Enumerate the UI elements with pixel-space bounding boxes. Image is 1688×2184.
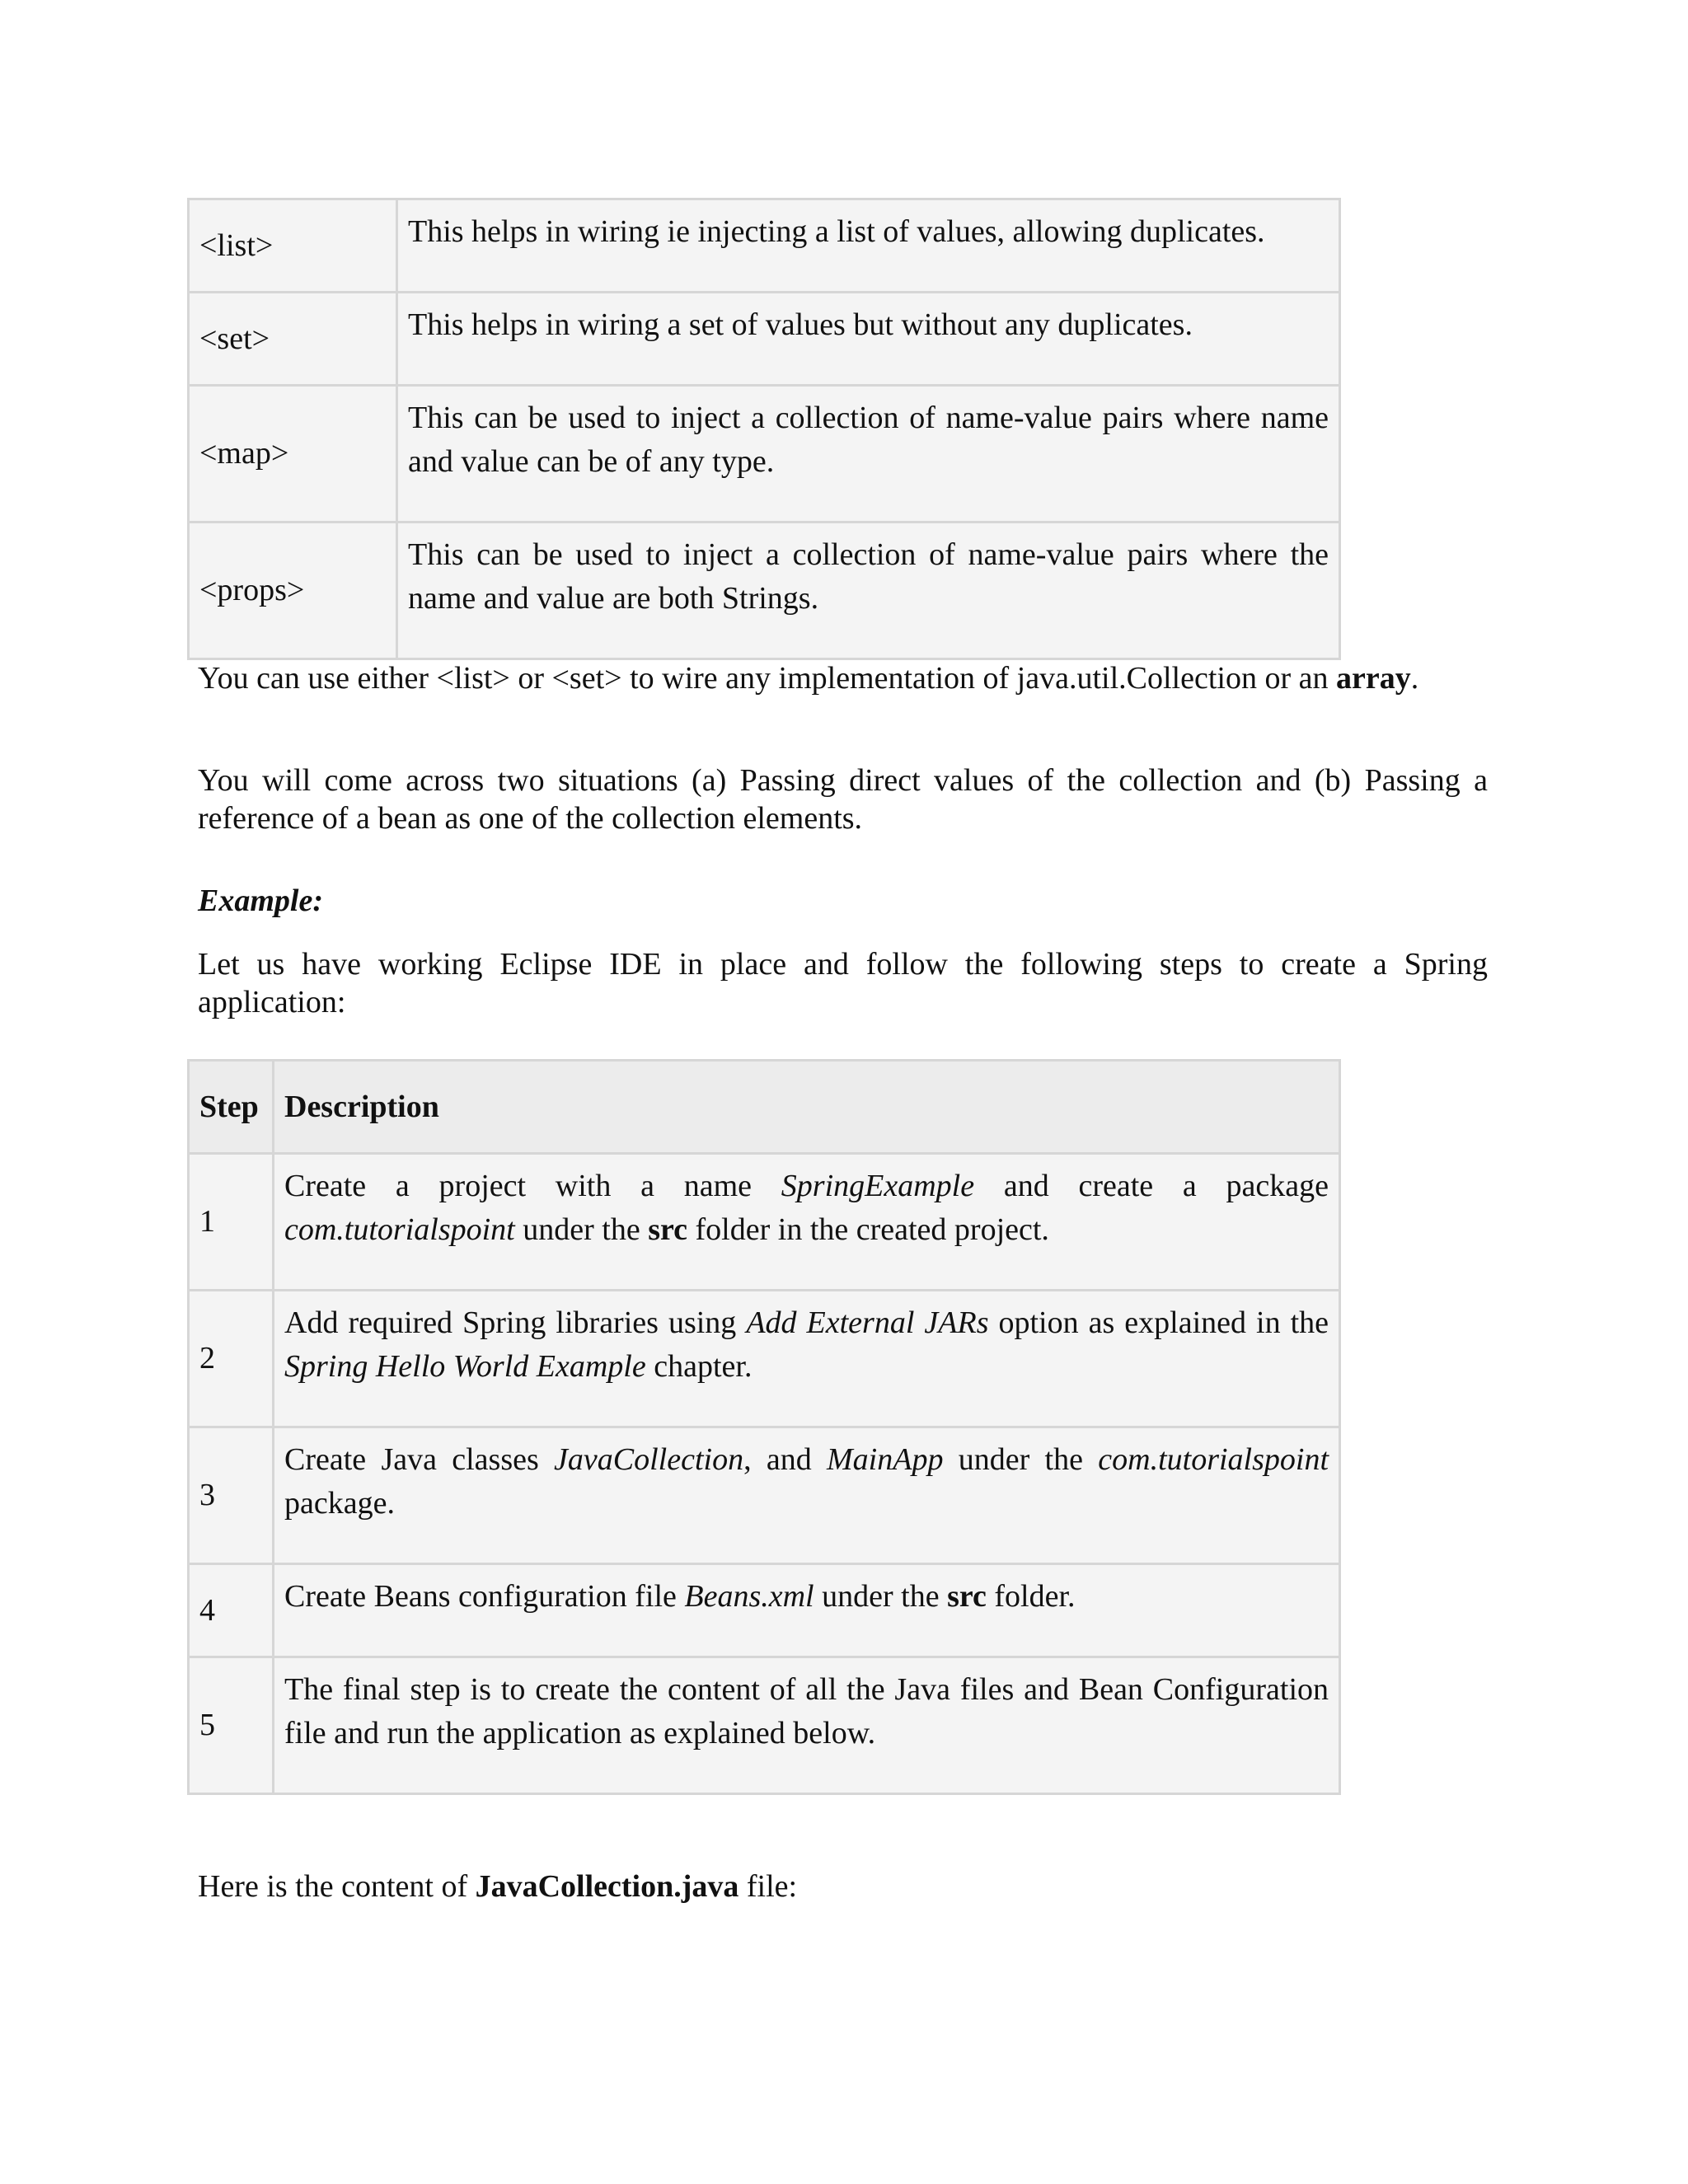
- collection-tags-table: [187, 198, 1341, 660]
- paragraph-use-list-or-set: [198, 659, 1488, 697]
- tag-cell: <props>: [189, 523, 397, 659]
- tag-cell: <map>: [189, 386, 397, 523]
- step-description-fragment: Add required Spring libraries using: [284, 1305, 747, 1340]
- step-description-fragment: and create a package: [974, 1169, 1329, 1203]
- paragraph-text: Here is the content of: [198, 1869, 476, 1904]
- step-number-cell: 3: [189, 1427, 274, 1564]
- step-description-fragment: folder.: [986, 1579, 1076, 1614]
- paragraph-text: You can use either <list> or <set> to wire any implementation of java.util.Collection or an: [198, 661, 1336, 696]
- step-description-fragment: Beans.xml: [684, 1579, 814, 1614]
- step-description-cell: [274, 1657, 1340, 1794]
- steps-table-body: [189, 1154, 1340, 1794]
- step-number-cell: 4: [189, 1564, 274, 1657]
- table-header-row: [189, 1061, 1340, 1154]
- step-description-fragment: com.tutorialspoint: [284, 1212, 515, 1247]
- step-number-cell: 2: [189, 1291, 274, 1427]
- step-description-fragment: SpringExample: [781, 1169, 975, 1203]
- column-header-description: Description: [274, 1061, 1340, 1154]
- paragraph-steps-intro: Let us have working Eclipse IDE in place and follow the following steps to create a Spring application:: [198, 947, 1488, 1019]
- table-row: [189, 293, 1340, 386]
- example-heading: Example:: [198, 883, 323, 918]
- step-description-fragment: chapter.: [645, 1349, 753, 1384]
- step-description-cell: [274, 1291, 1340, 1427]
- paragraph-two-situations: You will come across two situations (a) Passing direct values of the collection and (b) Passing a reference of a bean as one of the collection elements.: [198, 763, 1488, 836]
- step-description-fragment: option as explained in the: [988, 1305, 1329, 1340]
- table-row: [189, 1154, 1340, 1291]
- step-description-fragment: Create Beans configuration file: [284, 1579, 685, 1614]
- file-name: JavaCollection.java: [475, 1869, 739, 1904]
- tag-description-cell: This helps in wiring ie injecting a list of values, allowing duplicates.: [397, 199, 1340, 293]
- table-row: [189, 1564, 1340, 1657]
- step-description-fragment: JavaCollection: [554, 1442, 744, 1477]
- step-description-fragment: com.tutorialspoint: [1098, 1442, 1329, 1477]
- tag-description-cell: This can be used to inject a collection of name-value pairs where the name and value are both Strings.: [397, 523, 1340, 659]
- table-row: [189, 1657, 1340, 1794]
- paragraph-content-intro: [198, 1868, 1488, 1905]
- tag-cell: <set>: [189, 293, 397, 386]
- step-description-fragment: Create a project with a name: [284, 1169, 781, 1203]
- step-number-cell: 5: [189, 1657, 274, 1794]
- step-description-fragment: folder in the created project.: [687, 1212, 1049, 1247]
- step-description-fragment: under the: [814, 1579, 948, 1614]
- table-row: [189, 199, 1340, 293]
- step-description-fragment: src: [648, 1212, 688, 1247]
- step-description-fragment: src: [947, 1579, 987, 1614]
- array-term: array: [1335, 661, 1411, 696]
- step-description-cell: [274, 1154, 1340, 1291]
- tag-cell: <list>: [189, 199, 397, 293]
- step-description-fragment: under the: [943, 1442, 1099, 1477]
- paragraph-text-end: .: [1410, 661, 1419, 696]
- step-description-fragment: MainApp: [827, 1442, 944, 1477]
- table-row: [189, 1291, 1340, 1427]
- table-row: [189, 523, 1340, 659]
- step-description-fragment: Add External JARs: [746, 1305, 989, 1340]
- step-description-cell: [274, 1564, 1340, 1657]
- steps-table: [187, 1059, 1341, 1795]
- step-description-fragment: , and: [743, 1442, 828, 1477]
- table-row: [189, 386, 1340, 523]
- table-row: [189, 1427, 1340, 1564]
- step-description-cell: [274, 1427, 1340, 1564]
- step-description-fragment: Create Java classes: [284, 1442, 555, 1477]
- step-description-fragment: Spring Hello World Example: [284, 1349, 646, 1384]
- paragraph-text-end: file:: [738, 1869, 798, 1904]
- step-description-fragment: under the: [514, 1212, 649, 1247]
- step-number-cell: 1: [189, 1154, 274, 1291]
- step-description-fragment: package.: [284, 1486, 395, 1521]
- column-header-step: Step: [189, 1061, 274, 1154]
- tag-description-cell: This helps in wiring a set of values but without any duplicates.: [397, 293, 1340, 386]
- tag-description-cell: This can be used to inject a collection of name-value pairs where name and value can be of any type.: [397, 386, 1340, 523]
- step-description-fragment: The final step is to create the content of all the Java files and Bean Configuration file and run the application as explained below.: [284, 1672, 1329, 1750]
